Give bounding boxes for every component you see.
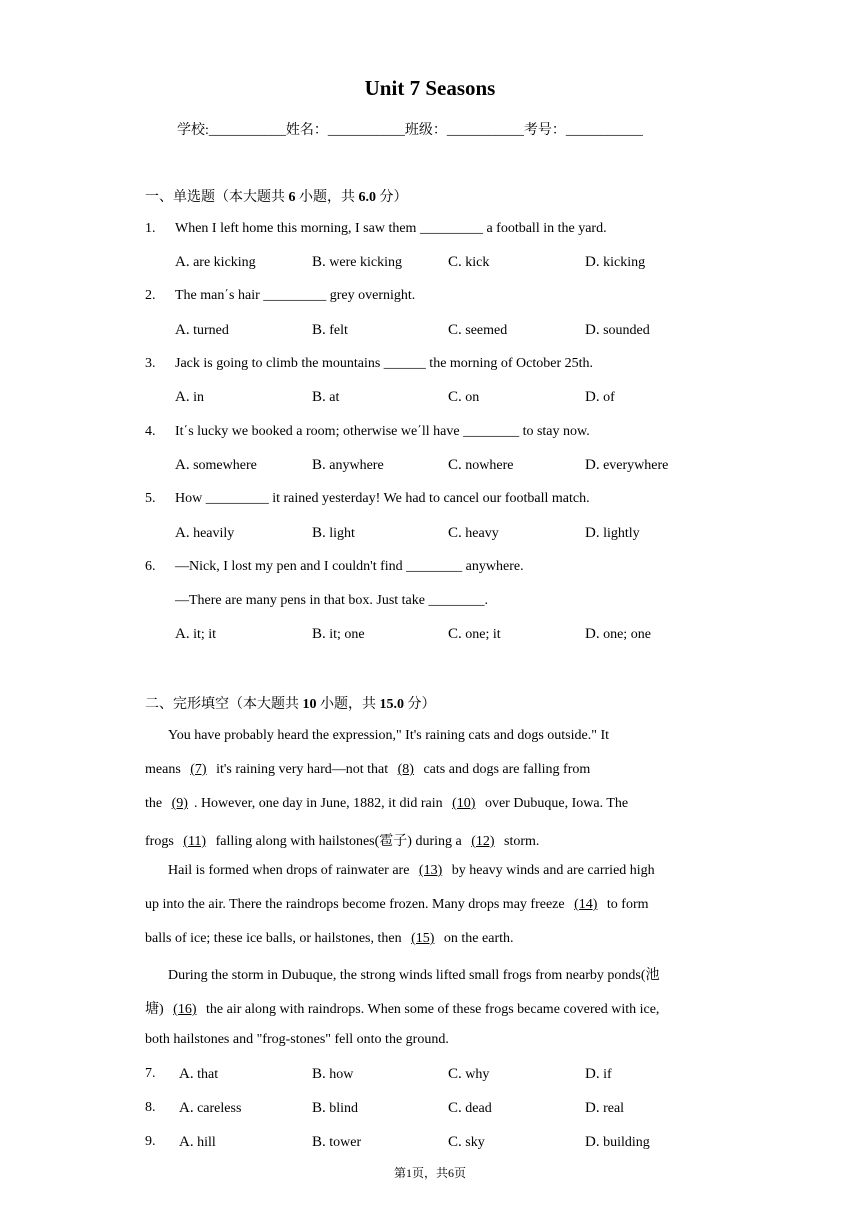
blank-8[interactable]: (8) [397,762,414,777]
option-b[interactable]: B. were kicking [312,254,402,270]
blank-15[interactable]: (15) [411,931,435,946]
passage-line: During the storm in Dubuque, the strong winds lifted small frogs from nearby ponds(池 [168,968,660,983]
option-a[interactable]: A. it; it [175,626,217,642]
option-b[interactable]: B. anywhere [312,457,384,473]
question-3: 3. Jack is going to climb the mountains ______ the morning of October 25th. [145,356,593,371]
option-a[interactable]: A. that [179,1066,219,1082]
option-c[interactable]: C. on [448,389,480,405]
blank-16[interactable]: (16) [173,1002,197,1017]
option-d[interactable]: D. lightly [585,525,640,541]
option-c[interactable]: C. sky [448,1134,485,1150]
option-a[interactable]: A. careless [179,1100,242,1116]
option-d[interactable]: D. building [585,1134,650,1150]
cloze-question-7: 7. [145,1066,156,1081]
option-d[interactable]: D. one; one [585,626,651,642]
passage-line: means (7) it's raining very hard—not that (8) cats and dogs are falling from [145,762,591,777]
cloze-question-9: 9. [145,1134,156,1149]
option-a[interactable]: A. somewhere [175,457,257,473]
option-b[interactable]: B. at [312,389,340,405]
option-c[interactable]: C. seemed [448,322,508,338]
passage-line: both hailstones and "frog-stones" fell onto the ground. [145,1032,449,1047]
section-heading-single-choice: 一、单选题（本大题共 6 小题，共 6.0 分） [145,190,408,205]
option-c[interactable]: C. nowhere [448,457,514,473]
student-info-line: 学校:___________姓名：___________班级：___________考号：___________ [177,123,643,138]
question-5: 5. How _________ it rained yesterday! We had to cancel our football match. [145,491,590,506]
option-d[interactable]: D. kicking [585,254,646,270]
passage-line: balls of ice; these ice balls, or hailstones, then (15) on the earth. [145,931,514,946]
option-a[interactable]: A. are kicking [175,254,256,270]
blank-13[interactable]: (13) [418,863,443,878]
option-b[interactable]: B. felt [312,322,348,338]
question-2: 2. The man΄s hair _________ grey overnight. [145,288,416,303]
passage-line: up into the air. There the raindrops become frozen. Many drops may freeze (14) to form [145,897,649,912]
question-1: 1. When I left home this morning, I saw them _________ a football in the yard. [145,221,607,236]
option-a[interactable]: A. heavily [175,525,235,541]
option-d[interactable]: D. sounded [585,322,650,338]
passage-line: frogs (11) falling along with hailstones(雹子) during a (12) storm. [145,834,540,849]
blank-14[interactable]: (14) [574,897,598,912]
option-c[interactable]: C. heavy [448,525,499,541]
passage-line: Hail is formed when drops of rainwater are (13) by heavy winds and are carried high [168,863,655,878]
option-b[interactable]: B. light [312,525,355,541]
option-d[interactable]: D. of [585,389,615,405]
option-a[interactable]: A. turned [175,322,229,338]
blank-12[interactable]: (12) [471,834,495,849]
passage-line: 塘) (16) the air along with raindrops. When some of these frogs became covered with ice, [145,1002,660,1017]
option-b[interactable]: B. tower [312,1134,362,1150]
option-c[interactable]: C. one; it [448,626,501,642]
option-b[interactable]: B. how [312,1066,354,1082]
passage-line: the (9) . However, one day in June, 1882, it did rain (10) over Dubuque, Iowa. The [145,796,629,811]
option-a[interactable]: A. in [175,389,204,405]
page-footer: 第1页，共6页 [393,1166,466,1180]
page-title: Unit 7 Seasons [364,76,496,100]
option-b[interactable]: B. blind [312,1100,359,1116]
option-d[interactable]: D. if [585,1066,612,1082]
option-c[interactable]: C. why [448,1066,490,1082]
cloze-question-8: 8. [145,1100,156,1115]
option-c[interactable]: C. kick [448,254,490,270]
option-d[interactable]: D. real [585,1100,625,1116]
option-c[interactable]: C. dead [448,1100,492,1116]
question-4: 4. It΄s lucky we booked a room; otherwise we΄ll have ________ to stay now. [145,424,590,439]
blank-11[interactable]: (11) [183,834,207,849]
question-6-line-2: —There are many pens in that box. Just take ________. [175,593,488,608]
option-a[interactable]: A. hill [179,1134,216,1150]
blank-7[interactable]: (7) [190,762,207,777]
question-6: 6. —Nick, I lost my pen and I couldn't find ________ anywhere. [145,559,524,574]
blank-10[interactable]: (10) [452,796,476,811]
blank-9[interactable]: (9) [171,796,188,811]
passage-line: You have probably heard the expression," It's raining cats and dogs outside." It [168,728,609,743]
section-heading-cloze: 二、完形填空（本大题共 10 小题，共 15.0 分） [145,697,436,712]
option-b[interactable]: B. it; one [312,626,365,642]
option-d[interactable]: D. everywhere [585,457,669,473]
